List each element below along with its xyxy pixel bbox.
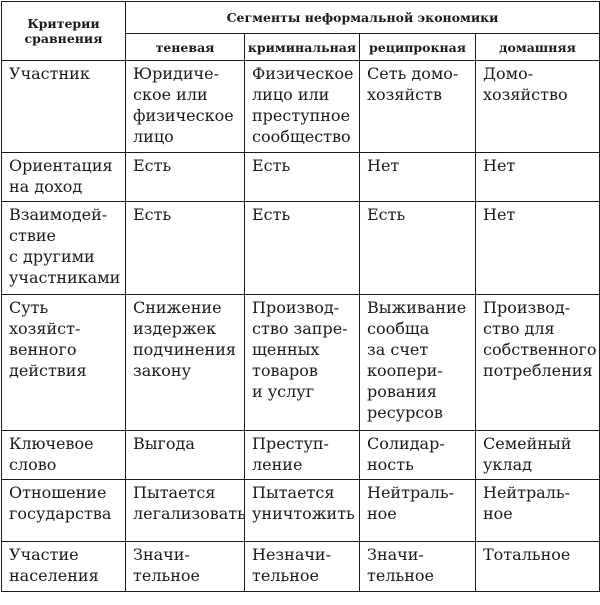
table-cell — [360, 61, 476, 153]
table-row — [2, 61, 600, 153]
cell-text: Значи- тельное — [367, 545, 434, 585]
table-cell — [360, 295, 476, 431]
row-criterion: Суть хозяйст- венного действия — [9, 298, 87, 380]
segments-header: Сегменты неформальной экономики — [126, 2, 600, 34]
table-cell — [360, 153, 476, 202]
table-cell — [360, 431, 476, 480]
table-cell — [126, 61, 245, 153]
table-cell — [245, 295, 360, 431]
table-cell — [245, 431, 360, 480]
cell-text: Семейный уклад — [483, 434, 572, 474]
cell-text: Снижение издержек подчинения закону — [133, 298, 236, 380]
criteria-header: Критерии сравнения — [2, 2, 126, 61]
table-cell — [126, 202, 245, 295]
cell-text: Нейтраль- ное — [483, 483, 570, 523]
cell-text: Физическое лицо или преступное сообщество — [252, 64, 354, 146]
cell-text: Преступ- ление — [252, 434, 329, 474]
table-cell — [476, 431, 600, 480]
table-cell — [126, 295, 245, 431]
table-row — [2, 431, 600, 480]
table-cell — [476, 153, 600, 202]
cell-text: Есть — [252, 205, 291, 224]
column-header-shadow: теневая — [126, 34, 245, 61]
table-cell — [245, 542, 360, 592]
cell-text: Производ- ство запре- щенных товаров и услуг — [252, 298, 348, 401]
table-row — [2, 202, 600, 295]
row-criterion: Участие населения — [9, 545, 99, 585]
table-cell — [126, 480, 245, 542]
cell-text: Производ- ство для собственного потребления — [483, 298, 597, 380]
row-criterion-cell — [2, 542, 126, 592]
table-cell — [360, 480, 476, 542]
row-criterion-cell — [2, 295, 126, 431]
table-cell — [245, 202, 360, 295]
cell-text: Есть — [133, 156, 172, 175]
column-header-criminal: криминальная — [245, 34, 360, 61]
cell-text: Нейтраль- ное — [367, 483, 454, 523]
cell-text: Нет — [367, 156, 400, 175]
cell-text: Пытается уничтожить — [252, 483, 355, 523]
row-criterion: Ориентация на доход — [9, 156, 113, 196]
header-row-1 — [2, 2, 600, 34]
column-header-reciprocal: реципрокная — [360, 34, 476, 61]
row-criterion: Участник — [9, 64, 90, 83]
informal-economy-comparison-table — [1, 1, 600, 592]
row-criterion-cell — [2, 61, 126, 153]
cell-text: Есть — [367, 205, 406, 224]
row-criterion: Отношение государства — [9, 483, 112, 523]
table-cell — [245, 61, 360, 153]
table-cell — [245, 480, 360, 542]
row-criterion: Взаимодей- ствие с другими участниками — [9, 205, 121, 287]
table-cell — [476, 295, 600, 431]
table-cell — [126, 153, 245, 202]
table-row — [2, 542, 600, 592]
cell-text: Нет — [483, 156, 516, 175]
table-cell — [360, 202, 476, 295]
cell-text: Есть — [252, 156, 291, 175]
row-criterion: Ключевое слово — [9, 434, 94, 474]
row-criterion-cell — [2, 480, 126, 542]
cell-text: Юридиче- ское или физическое лицо — [133, 64, 234, 146]
cell-text: Нет — [483, 205, 516, 224]
cell-text: Тотальное — [483, 545, 571, 564]
row-criterion-cell — [2, 431, 126, 480]
cell-text: Незначи- тельное — [252, 545, 331, 585]
table-cell — [126, 542, 245, 592]
cell-text: Сеть домо- хозяйств — [367, 64, 459, 104]
row-criterion-cell — [2, 202, 126, 295]
table-row — [2, 153, 600, 202]
table-cell — [476, 542, 600, 592]
table-cell — [126, 431, 245, 480]
cell-text: Выгода — [133, 434, 195, 453]
cell-text: Выживание сообща за счет коопери- рования ресурсов — [367, 298, 467, 422]
cell-text: Есть — [133, 205, 172, 224]
row-criterion-cell — [2, 153, 126, 202]
table-row — [2, 295, 600, 431]
cell-text: Солидар- ность — [367, 434, 445, 474]
table-cell — [360, 542, 476, 592]
column-header-domestic: домашняя — [476, 34, 600, 61]
cell-text: Пытается легализовать — [133, 483, 246, 523]
table-cell — [476, 480, 600, 542]
table-row — [2, 480, 600, 542]
table-cell — [245, 153, 360, 202]
cell-text: Значи- тельное — [133, 545, 200, 585]
cell-text: Домо- хозяйство — [483, 64, 568, 104]
table-cell — [476, 202, 600, 295]
table-cell — [476, 61, 600, 153]
